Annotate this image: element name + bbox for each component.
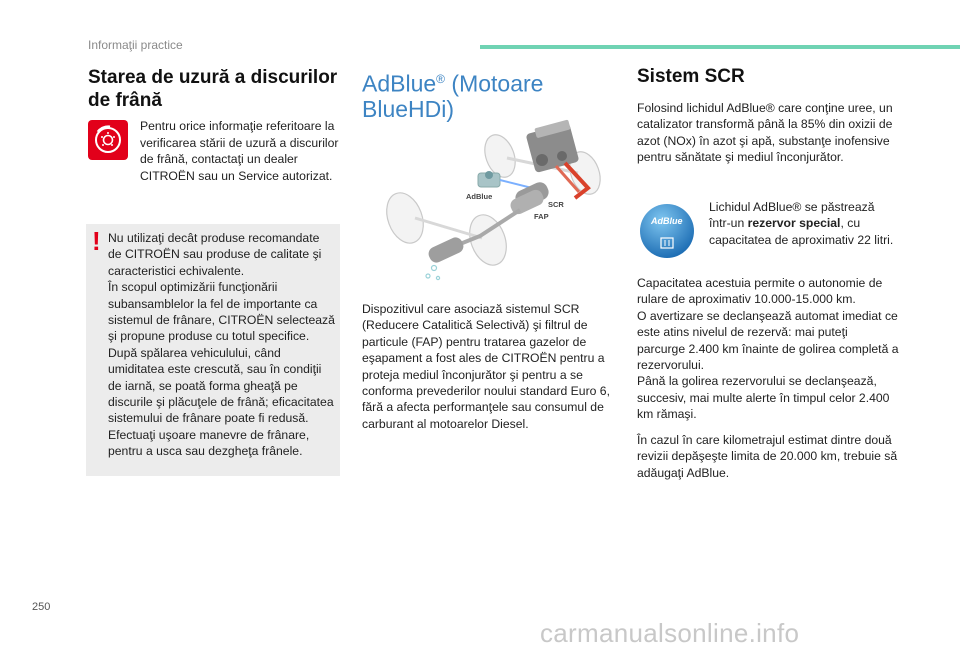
scr-paragraph-2: Lichidul AdBlue® se păstrează într-un rezervor special, cu capacitatea de aproximativ 22 litri.: [709, 200, 894, 247]
scr-paragraph-4: În cazul în care kilometrajul estimat dintre două revizii depăşeşte limita de 20.000 km, trebuie să adăugaţi AdBlue.: [637, 433, 898, 480]
brakes-title: Starea de uzură a discurilor de frână: [88, 67, 338, 111]
scr-line: Capacitatea acestuia permite o autonomie de rulare de aproximativ 10.000-15.000 km.: [637, 276, 883, 307]
label-fap: FAP: [534, 212, 549, 221]
scr-paragraph-3: [637, 275, 899, 423]
warning-line: Nu utilizaţi decât produse recomandate de CITROËN sau produse de calitate şi caracteristici echivalente.: [108, 231, 322, 278]
warning-icon: !: [92, 226, 101, 256]
watermark: carmanualsonline.info: [540, 618, 800, 648]
scr-title: Sistem SCR: [637, 66, 745, 87]
warning-text: [108, 230, 336, 460]
adblue-description: Dispozitivul care asociază sistemul SCR (Reducere Catalitică Selectivă) şi filtrul de particule (FAP) pentru tratarea gazelor de eşapament a fost ales de CITROËN pentru a proteja mediul înconjurător şi pentru a se conforma prevederilor noului standard Euro 6, fără a afecta performanţele sau consumul de carburant al motoarelor Diesel.: [362, 302, 610, 431]
page-number: 250: [32, 601, 51, 613]
section-header: Informaţii practice: [88, 38, 183, 52]
adblue-title: AdBlue® (Motoare BlueHDi): [362, 70, 544, 122]
warning-line: După spălarea vehiculului, când umiditatea este crescută, sau în condiţii de iarnă, se poată forma gheaţă pe discurile şi plăcuţele de frână; eficacitatea sistemului de frânare poate fi redusă. Efectuaţi uşoare manevre de frânare, pentru a usca sau dezgheţa frânele.: [108, 345, 334, 459]
adblue-tank-icon: [638, 202, 696, 260]
adblue-icon-label: AdBlue: [651, 216, 683, 226]
header-accent-bar: [480, 45, 960, 49]
brakes-text: Pentru orice informaţie referitoare la verificarea stării de uzură a discurilor de frână, contactaţi un dealer CITROËN sau un Service autorizat.: [140, 119, 339, 183]
label-adblue: AdBlue: [466, 192, 493, 201]
brake-disc-icon: [88, 120, 128, 160]
exhaust-system-diagram: [370, 118, 615, 288]
scr-line: Până la golirea rezervorului se declanşează, succesiv, mai multe alerte în timpul celor 2.400 km rămaşi.: [637, 374, 890, 422]
scr-paragraph-1: Folosind lichidul AdBlue® care conţine uree, un catalizator transformă până la 85% din oxizii de azot (NOx) în azot şi apă, substanţe inofensive pentru sănătate şi mediul înconjurător.: [637, 101, 893, 165]
label-scr: SCR: [548, 200, 564, 209]
warning-line: În scopul optimizării funcţionării subansamblelor la fel de importante ca sistemul de frânare, CITROËN selectează şi propune produse cu totul specifice.: [108, 280, 335, 344]
scr-line: O avertizare se declanşează automat imediat ce este atins nivelul de rezervă: mai puteţi parcurge 2.400 km înainte de golirea completă a rezervorului.: [637, 308, 899, 373]
